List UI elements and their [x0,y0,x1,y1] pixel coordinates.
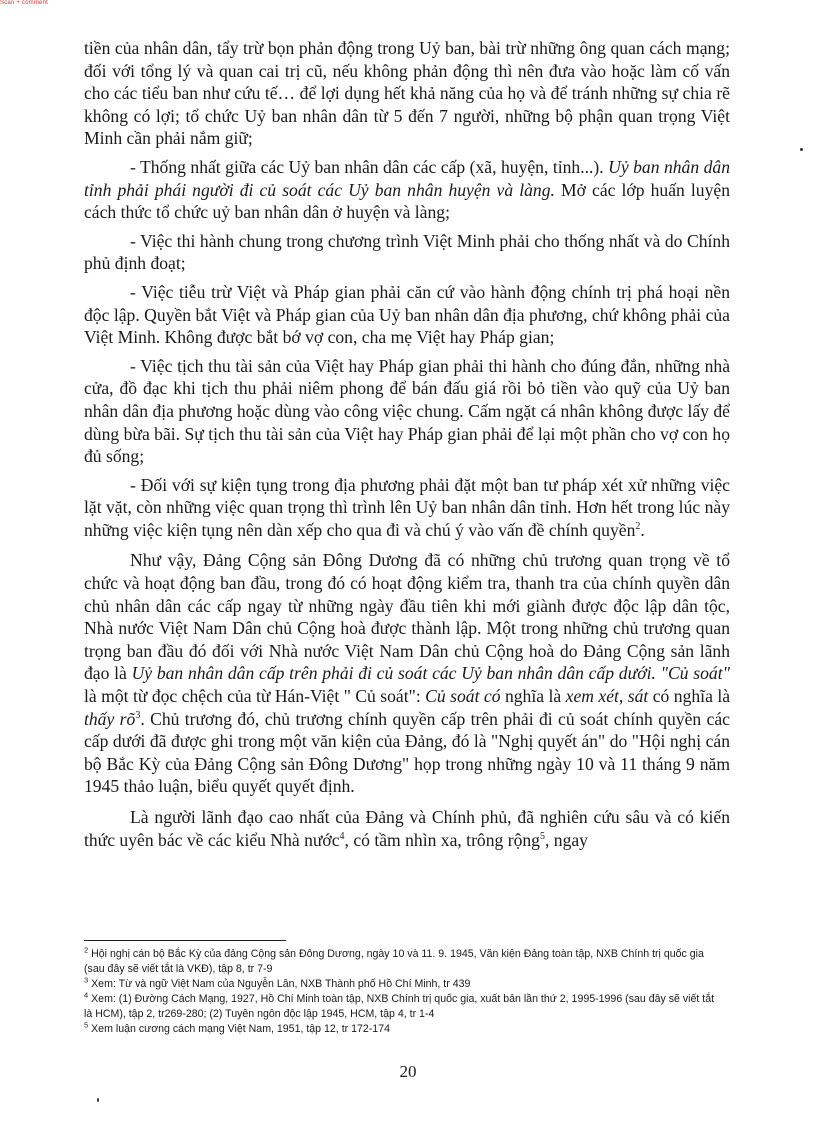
text-run: là một từ đọc chệch của từ Hán-Việt " Củ soát": [84,686,426,707]
text-run: Như vậy, Đảng Cộng sản Đông Dương đã có những chủ trương quan trọng về tổ chức và hoạt động ban đầu, trong đó có hoạt động kiểm tra, thanh tra của chính quyền dân chủ nhân dân các cấp ngay từ những ngày đầu tiên khi mới giành được độc lập dân tộc, Nhà nước Việt Nam Dân chủ Cộng hoà được thành lập. Một trong những chủ trương quan trọng ban đầu đó đối với Nhà nước Việt Nam Dân chủ Cộng hoà do Đảng Cộng sản lãnh đạo là [84,550,730,684]
emphasis: Uỷ ban nhân dân tỉnh phải phái người đi củ soát các Uỷ ban nhân huyện và làng. [84,156,730,200]
footnote [84,977,724,992]
text-run: - Thống nhất giữa các Uỷ ban nhân dân các cấp (xã, huyện, tỉnh...). [130,156,609,177]
text-run: - Đối với sự kiện tụng trong địa phương phải đặt một ban tư pháp xét xử những việc lặt vặt, còn những việc quan trọng thì trình lên Uỷ ban nhân dân tỉnh. Hơn hết trong lúc này những việc kiện tụng nên dàn xếp cho qua đi và chú ý vào vấn đề chính quyền [84,474,730,540]
scan-speck [800,148,803,151]
footnote-divider [84,940,286,941]
footnote-text: Hội nghị cán bộ Bắc Kỳ của đảng Cộng sản Đông Dương, ngày 10 và 11. 9. 1945, Văn kiện Đảng toàn tập, NXB Chính trị quốc gia (sau đây sẽ viết tắt là VKĐ), tập 8, tr 7-9 [84,948,704,975]
emphasis: Uỷ ban nhân dân cấp trên phải đi củ soát các Uỷ ban nhân dân cấp dưới. "Củ soát" [131,663,730,684]
text-run: Mở các lớp huấn luyện cách thức tổ chức uỷ ban nhân dân ở huyện và làng; [84,179,730,223]
text-run: tiền của nhân dân, tẩy trừ bọn phản động trong Uỷ ban, bài trừ những ông quan cách mạng; đối với tổng lý và quan cai trị cũ, nếu không phản động thì nên đưa vào hoặc làm cố vấn cho các tiểu ban như cứu tế… để lợi dụng hết khả năng của họ và để tránh những sự chia rẽ không có lợi; tổ chức Uỷ ban nhân dân từ 5 đến 7 người, những bộ phận quan trọng Việt Minh cần phải nắm giữ; [84,38,730,149]
page-number: 20 [399,1062,417,1081]
text-run: , ngay [544,829,588,850]
footnote-text: Xem: (1) Đường Cách Mạng, 1927, Hồ Chí Minh toàn tập, NXB Chính trị quốc gia, xuất bản lần thứ 2, 1995-1996 (sau đây sẽ viết tắt là HCM), tập 2, tr269-280; (2) Tuyên ngôn độc lập 1945, HCM, tập 4, tr 1-4 [84,993,715,1020]
footnote-number: 5 [84,1020,89,1030]
footnote-ref: 4 [339,830,345,842]
footnotes [84,947,724,1037]
paragraph [84,230,730,275]
paragraph [84,37,730,150]
footnote [84,992,724,1022]
scan-speck [97,1098,99,1102]
footnote-ref: 3 [135,709,141,721]
scan-watermark: Scan + comment [0,0,48,6]
footnote-text: Xem luận cương cách mạng Việt Nam, 1951, tập 12, tr 172-174 [88,1023,390,1035]
text-run: - Việc tịch thu tài sản của Việt hay Pháp gian phải thi hành cho đúng đắn, những nhà cửa, đồ đạc khi tịch thu phải niêm phong để bán đấu giá rồi bỏ tiền vào quỹ của Uỷ ban nhân dân địa phương hoặc dùng vào công việc chung. Cấm ngặt cá nhân không được lấy để dùng bừa bãi. Sự tịch thu tài sản của Việt hay Pháp gian phải để lại một phần cho vợ con họ đủ sống; [84,355,730,467]
footnote-ref: 2 [635,521,641,533]
footnote-number: 3 [84,975,89,985]
paragraph [84,281,730,349]
paragraph [84,355,730,468]
footnote-number: 2 [84,945,89,955]
footnote [84,947,724,977]
footnote-text: Xem: Từ và ngữ Việt Nam của Nguyễn Lân, NXB Thành phố Hồ Chí Minh, tr 439 [88,978,471,990]
text-run: - Việc tiễu trừ Việt và Pháp gian phải căn cứ vào hành động chính trị phá hoại nền độc lập. Quyền bắt Việt và Pháp gian của Uỷ ban nhân dân địa phương, chứ không phải của Việt Minh. Không được bắt bớ vợ con, cha mẹ Việt hay Pháp gian; [84,281,730,348]
text-run: Là người lãnh đạo cao nhất của Đảng và Chính phủ, đã nghiên cứu sâu và có kiến thức uyên bác về các kiểu Nhà nước [84,807,730,850]
text-run: nghĩa là [500,686,566,707]
footnote [84,1022,724,1037]
paragraph [84,806,730,851]
footnote-number: 4 [84,990,89,1000]
text-run: - Việc thi hành chung trong chương trình Việt Minh phải cho thống nhất và do Chính phủ định đoạt; [84,230,730,274]
text-run: . Chủ trương đó, chủ trương chính quyền cấp trên phải đi củ soát chính quyền các cấp dưới đã được ghi trong một văn kiện của Đảng, đó là "Nghị quyết án" do "Hội nghị cán bộ Bắc Kỳ của Đảng Cộng sản Đông Dương" họp trong những ngày 10 và 11 tháng 9 năm 1945 thảo luận, biểu quyết quyết định. [84,708,730,797]
text-run: có nghĩa là [648,686,731,707]
emphasis: thấy rõ [84,708,136,729]
text-run: . [640,519,645,540]
emphasis: Củ soát có [425,686,501,707]
paragraph [84,156,730,224]
paragraph [84,474,730,542]
paragraph [84,549,730,798]
footnote-ref: 5 [539,830,545,842]
body-text [84,37,730,851]
text-run: , có tầm nhìn xa, trông rộng [344,829,540,850]
emphasis: xem xét, sát [565,686,649,707]
